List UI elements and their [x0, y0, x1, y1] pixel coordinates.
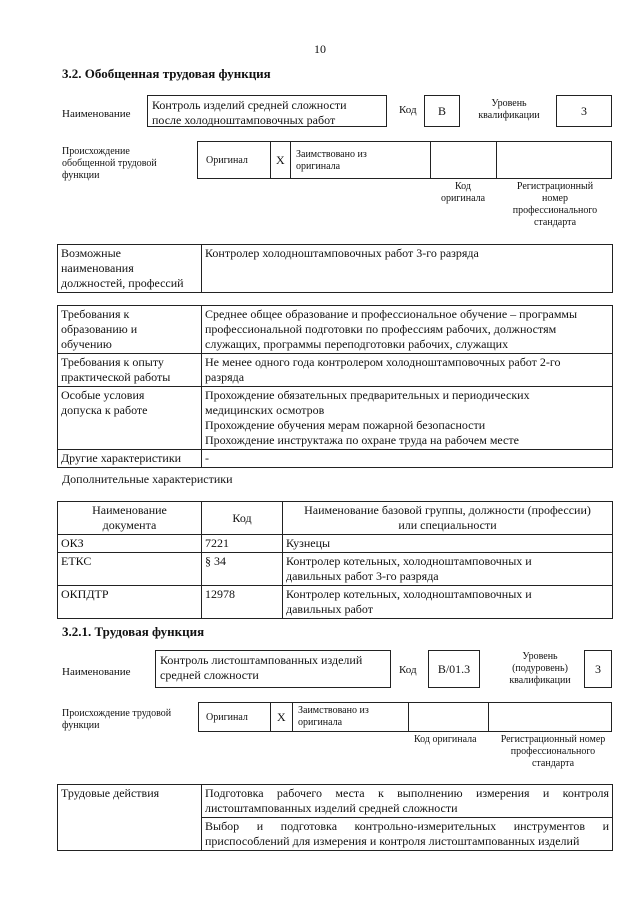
- special-conditions-value: [202, 387, 613, 450]
- function-name-line1: Контроль изделий средней сложности: [152, 98, 347, 112]
- sub-original-mark: X: [277, 710, 286, 724]
- sub-reg-number-line2: профессионального: [510, 746, 596, 757]
- reg-number-line4: стандарта: [533, 217, 577, 228]
- page-number: 10: [314, 42, 326, 56]
- education-label-line3: обучению: [61, 337, 112, 351]
- sub-reg-number-line3: стандарта: [531, 758, 575, 769]
- sub-code-label: Код: [399, 664, 417, 676]
- other-characteristics-label: Другие характеристики: [58, 450, 202, 468]
- borrowed-label-line2: оригинала: [296, 161, 341, 172]
- sub-level-value: 3: [595, 662, 601, 676]
- subsection-title: 3.2.1. Трудовая функция: [62, 624, 205, 639]
- level-value-box: [556, 95, 612, 127]
- labor-actions-table: [57, 784, 613, 851]
- sub-level-label-line3: квалификации: [509, 675, 571, 686]
- row-name: [283, 586, 613, 619]
- education-label: [58, 306, 202, 354]
- header-name-line1: Наименование базовой группы, должности (профессии): [304, 503, 591, 517]
- sub-reg-number-label: [492, 734, 614, 770]
- table-row: [58, 553, 613, 586]
- row-code: § 34: [202, 553, 283, 586]
- sub-name-label: Наименование: [62, 666, 131, 678]
- header-doc: [58, 502, 202, 535]
- row-name-line1: Контролер котельных, холодноштамповочных и: [286, 587, 532, 601]
- level-label: [468, 98, 550, 122]
- education-value: [202, 306, 613, 354]
- special-label-line1: Особые условия: [61, 388, 145, 402]
- sub-origin-label-line1: Происхождение трудовой: [62, 708, 172, 719]
- sub-borrowed-label: [298, 705, 369, 729]
- sub-reg-number-line1: Регистрационный номер: [500, 734, 606, 745]
- row-code: 7221: [202, 535, 283, 553]
- experience-line2: разряда: [205, 370, 245, 384]
- function-name-box: [147, 95, 387, 127]
- experience-line1: Не менее одного года контролером холодноштамповочных работ 2-го: [205, 355, 561, 369]
- code-value-box: [424, 95, 460, 127]
- code-original-line1: Код: [455, 181, 471, 192]
- special-conditions-label: [58, 387, 202, 450]
- name-label: Наименование: [62, 108, 131, 120]
- header-doc-line1: Наименование: [92, 503, 167, 517]
- section-title: 3.2. Обобщенная трудовая функция: [62, 66, 271, 81]
- table-row: [58, 535, 613, 553]
- sub-function-name-box: [155, 650, 391, 688]
- other-characteristics-value: -: [202, 450, 613, 468]
- sub-level-label-line2: (подуровень): [512, 663, 568, 674]
- reg-number-line2: номер: [542, 193, 568, 204]
- function-name-line2: после холодноштамповочных работ: [152, 113, 336, 127]
- header-name: [283, 502, 613, 535]
- sub-borrowed-line2: оригинала: [298, 717, 343, 728]
- code-value: B: [437, 104, 446, 118]
- sub-function-name-line2: средней сложности: [160, 668, 259, 682]
- education-line3: служащих, программы переподготовки рабочих, служащих: [205, 337, 509, 351]
- labor-action-item2-line1: Выбор и подготовка контрольно-измерительных инструментов и: [205, 819, 609, 833]
- sub-level-label: [500, 651, 580, 687]
- borrowed-label-line1: Заимствовано из: [296, 149, 367, 160]
- sub-borrowed-line1: Заимствовано из: [298, 705, 369, 716]
- possible-names-label-line1: Возможные: [61, 246, 121, 260]
- code-label: Код: [399, 104, 417, 116]
- code-original-line2: оригинала: [440, 193, 486, 204]
- sub-origin-label-line2: функции: [62, 720, 100, 731]
- requirements-table: [57, 305, 613, 468]
- row-name-line2: давильных работ: [286, 602, 373, 616]
- experience-value: [202, 354, 613, 387]
- sub-code-original-label: Код оригинала: [414, 734, 477, 745]
- additional-table: [57, 501, 613, 619]
- row-doc: ОКЗ: [58, 535, 202, 553]
- experience-label-line2: практической работы: [61, 370, 171, 384]
- row-name: [283, 553, 613, 586]
- possible-names-value: Контролер холодноштамповочных работ 3-го разряда: [202, 245, 613, 293]
- labor-action-item: [202, 785, 613, 818]
- table-row: [58, 586, 613, 619]
- possible-names-table: [57, 244, 613, 293]
- labor-action-item1-line1: Подготовка рабочего места к выполнению измерения и контроля: [205, 786, 609, 800]
- experience-label: [58, 354, 202, 387]
- sub-code-value-box: [428, 650, 480, 688]
- sub-origin-label: [62, 708, 171, 732]
- labor-actions-label: Трудовые действия: [58, 785, 202, 851]
- education-label-line2: образованию и: [61, 322, 138, 336]
- level-label-line2: квалификации: [478, 110, 540, 121]
- row-name-line1: Контролер котельных, холодноштамповочных и: [286, 554, 532, 568]
- origin-label-line3: функции: [62, 170, 100, 181]
- additional-title: Дополнительные характеристики: [62, 472, 233, 486]
- row-name-line2: давильных работ 3-го разряда: [286, 569, 439, 583]
- possible-names-label: [58, 245, 202, 293]
- sub-level-value-box: [584, 650, 612, 688]
- possible-names-label-line2: наименования: [61, 261, 134, 275]
- original-label: Оригинал: [206, 155, 248, 166]
- origin-label-line2: обобщенной трудовой: [62, 158, 157, 169]
- level-label-line1: Уровень: [491, 98, 527, 109]
- row-doc: ОКПДТР: [58, 586, 202, 619]
- experience-label-line1: Требования к опыту: [61, 355, 164, 369]
- sub-origin-box: [198, 702, 612, 732]
- education-label-line1: Требования к: [61, 307, 130, 321]
- row-name: Кузнецы: [283, 535, 613, 553]
- special-line4: Прохождение инструктажа по охране труда на рабочем месте: [205, 433, 519, 447]
- row-code: 12978: [202, 586, 283, 619]
- header-code: Код: [202, 502, 283, 535]
- possible-names-label-line3: должностей, профессий: [61, 276, 184, 290]
- special-line1: Прохождение обязательных предварительных и периодических: [205, 388, 530, 402]
- reg-number-line3: профессионального: [512, 205, 598, 216]
- education-line1: Среднее общее образование и профессиональное обучение – программы: [205, 307, 578, 321]
- original-mark: X: [276, 153, 285, 167]
- sub-code-value: B/01.3: [437, 662, 471, 676]
- row-doc: ЕТКС: [58, 553, 202, 586]
- header-doc-line2: документа: [102, 518, 157, 532]
- special-line2: медицинских осмотров: [205, 403, 325, 417]
- reg-number-label: [498, 181, 612, 229]
- header-name-line2: или специальности: [398, 518, 497, 532]
- origin-label-line1: Происхождение: [62, 146, 130, 157]
- origin-box: [197, 141, 612, 179]
- education-line2: профессиональной подготовки по профессиям рабочих, должностям: [205, 322, 557, 336]
- sub-level-label-line1: Уровень: [522, 651, 558, 662]
- special-label-line2: допуска к работе: [61, 403, 148, 417]
- sub-original-label: Оригинал: [206, 712, 248, 723]
- labor-action-item: [202, 818, 613, 851]
- level-value: 3: [581, 104, 587, 118]
- sub-function-name-line1: Контроль листоштампованных изделий: [160, 653, 363, 667]
- borrowed-label: [296, 149, 367, 173]
- labor-action-item1-line2: листоштампованных изделий средней сложности: [205, 801, 458, 815]
- special-line3: Прохождение обучения мерам пожарной безопасности: [205, 418, 486, 432]
- code-original-label: [430, 181, 496, 205]
- labor-action-item2-line2: приспособлений для измерения и контроля листоштампованных изделий: [205, 834, 580, 848]
- origin-label: [62, 146, 157, 182]
- reg-number-line1: Регистрационный: [516, 181, 594, 192]
